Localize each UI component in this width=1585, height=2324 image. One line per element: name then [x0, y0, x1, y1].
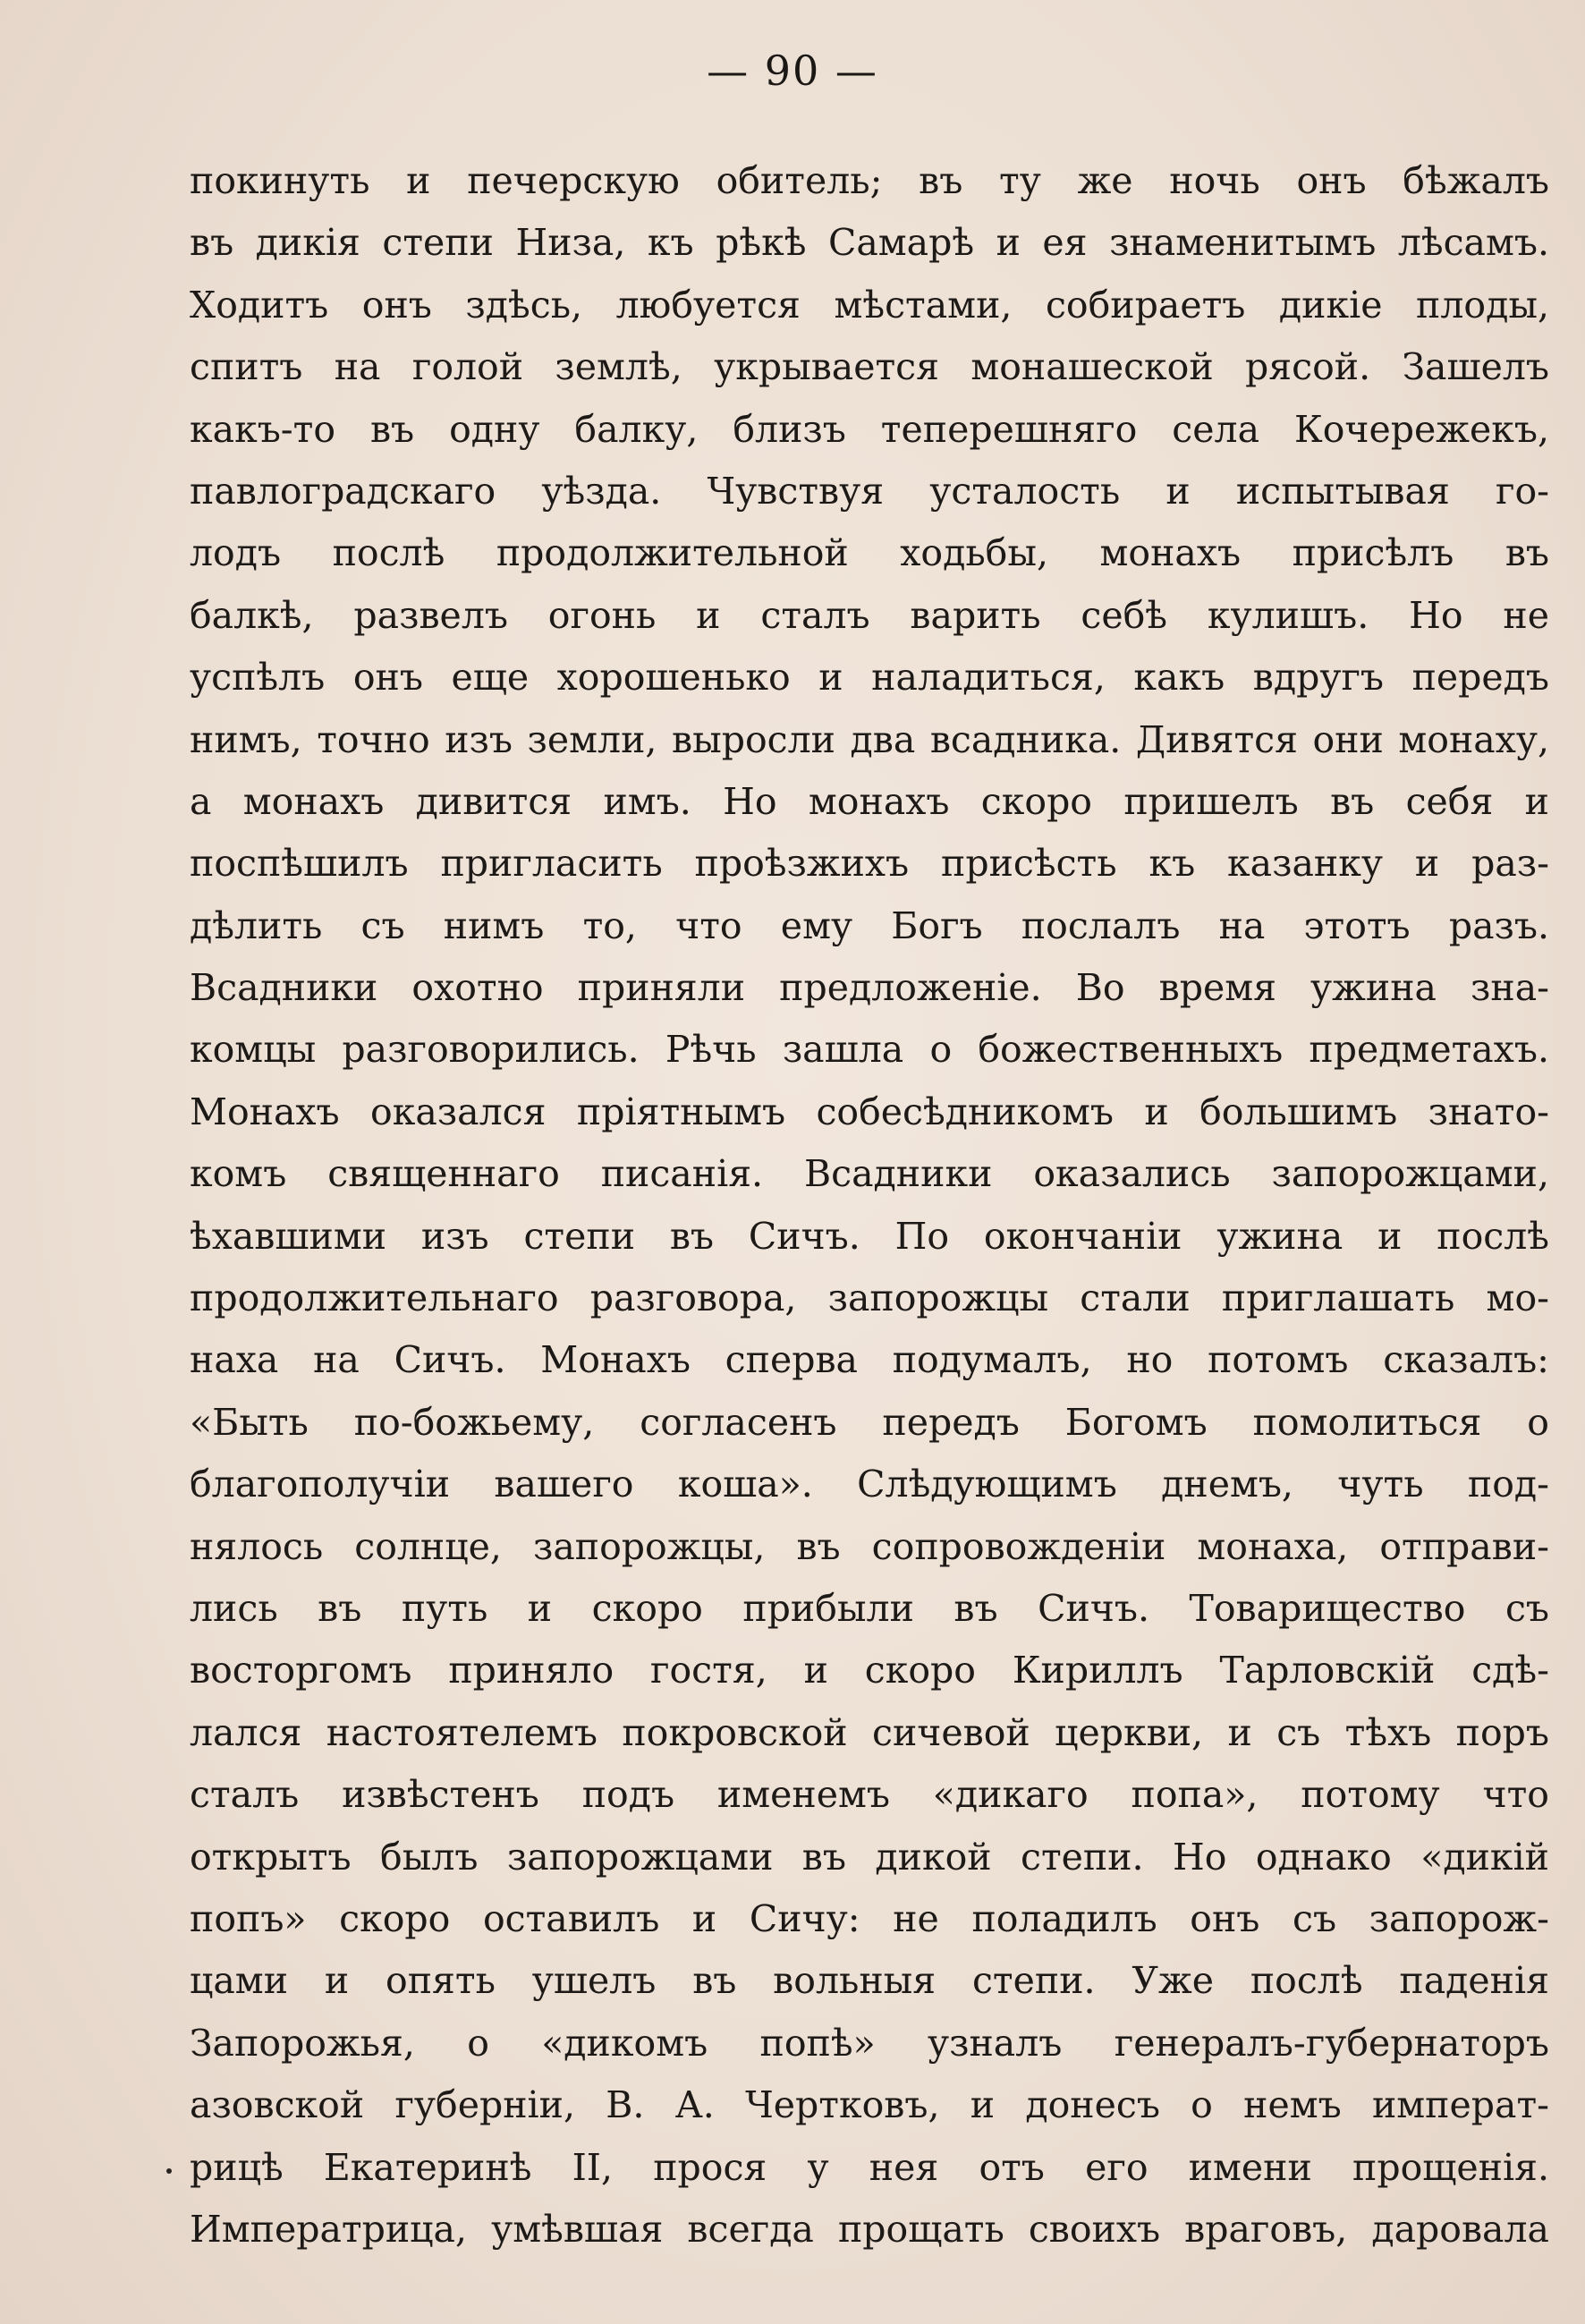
- text-line: рицѣ Екатеринѣ II, прося у нея отъ его имени прощенія.: [190, 2145, 1549, 2189]
- text-line: сталъ извѣстенъ подъ именемъ «дикаго попа», потому что: [190, 1773, 1549, 1817]
- ink-speck: [166, 2168, 172, 2174]
- text-line: восторгомъ приняло гостя, и скоро Кириллъ Тарловскій сдѣ-: [190, 1649, 1549, 1692]
- text-line: комъ священнаго писанія. Всадники оказались запорожцами,: [190, 1152, 1549, 1196]
- text-line: попъ» скоро оставилъ и Сичу: не поладилъ онъ съ запорож-: [190, 1896, 1549, 1940]
- body-text: [190, 150, 1549, 2260]
- text-line: нялось солнце, запорожцы, въ сопровожденіи монаха, отправи-: [190, 1524, 1549, 1568]
- text-line: продолжительнаго разговора, запорожцы стали приглашать мо-: [190, 1277, 1549, 1320]
- text-line: «Быть по-божьему, согласенъ передъ Богомъ помолиться о: [190, 1400, 1549, 1444]
- text-line: балкѣ, развелъ огонь и сталъ варить себѣ кулишъ. Но не: [190, 593, 1549, 637]
- text-line: нимъ, точно изъ земли, выросли два всадника. Дивятся они монаху,: [190, 717, 1549, 761]
- text-line: лался настоятелемъ покровской сичевой церкви, и съ тѣхъ поръ: [190, 1710, 1549, 1754]
- text-line: Запорожья, о «дикомъ попѣ» узналъ генералъ-губернаторъ: [190, 2021, 1549, 2065]
- text-line: Всадники охотно приняли предложеніе. Во время ужина зна-: [190, 966, 1549, 1010]
- page-number: — 90 —: [707, 47, 878, 95]
- text-line: комцы разговорились. Рѣчь зашла о божественныхъ предметахъ.: [190, 1028, 1549, 1072]
- text-line: дѣлить съ нимъ то, что ему Богъ послалъ на этотъ разъ.: [190, 903, 1549, 947]
- text-line: какъ-то въ одну балку, близъ теперешняго села Кочережекъ,: [190, 407, 1549, 451]
- text-line: цами и опять ушелъ въ вольныя степи. Уже послѣ паденія: [190, 1959, 1549, 2003]
- text-line: въ дикія степи Низа, къ рѣкѣ Самарѣ и ея знаменитымъ лѣсамъ.: [190, 221, 1549, 265]
- text-line: поспѣшилъ пригласить проѣзжихъ присѣсть къ казанку и раз-: [190, 842, 1549, 886]
- text-line: покинуть и печерскую обитель; въ ту же ночь онъ бѣжалъ: [190, 159, 1549, 202]
- text-line: павлоградскаго уѣзда. Чувствуя усталость и испытывая го-: [190, 469, 1549, 513]
- text-line: лись въ путь и скоро прибыли въ Сичъ. Товарищество съ: [190, 1586, 1549, 1630]
- text-line: Ходитъ онъ здѣсь, любуется мѣстами, собираетъ дикіе плоды,: [190, 283, 1549, 327]
- text-line: ѣхавшими изъ степи въ Сичъ. По окончаніи ужина и послѣ: [190, 1214, 1549, 1258]
- text-line: спитъ на голой землѣ, укрывается монашеской рясой. Зашелъ: [190, 345, 1549, 389]
- text-line: благополучіи вашего коша». Слѣдующимъ днемъ, чуть под-: [190, 1463, 1549, 1506]
- text-line: лодъ послѣ продолжительной ходьбы, монахъ присѣлъ въ: [190, 531, 1549, 575]
- text-line: Императрица, умѣвшая всегда прощать своихъ враговъ, даровала: [190, 2207, 1549, 2251]
- text-line: успѣлъ онъ еще хорошенько и наладиться, какъ вдругъ передъ: [190, 656, 1549, 700]
- text-line: а монахъ дивится имъ. Но монахъ скоро пришелъ въ себя и: [190, 779, 1549, 823]
- text-line: Монахъ оказался пріятнымъ собесѣдникомъ и большимъ знато-: [190, 1090, 1549, 1133]
- text-line: наха на Сичъ. Монахъ сперва подумалъ, но потомъ сказалъ:: [190, 1338, 1549, 1382]
- text-line: азовской губерніи, В. А. Чертковъ, и донесъ о немъ императ-: [190, 2083, 1549, 2127]
- text-line: открытъ былъ запорожцами въ дикой степи. Но однако «дикій: [190, 1835, 1549, 1879]
